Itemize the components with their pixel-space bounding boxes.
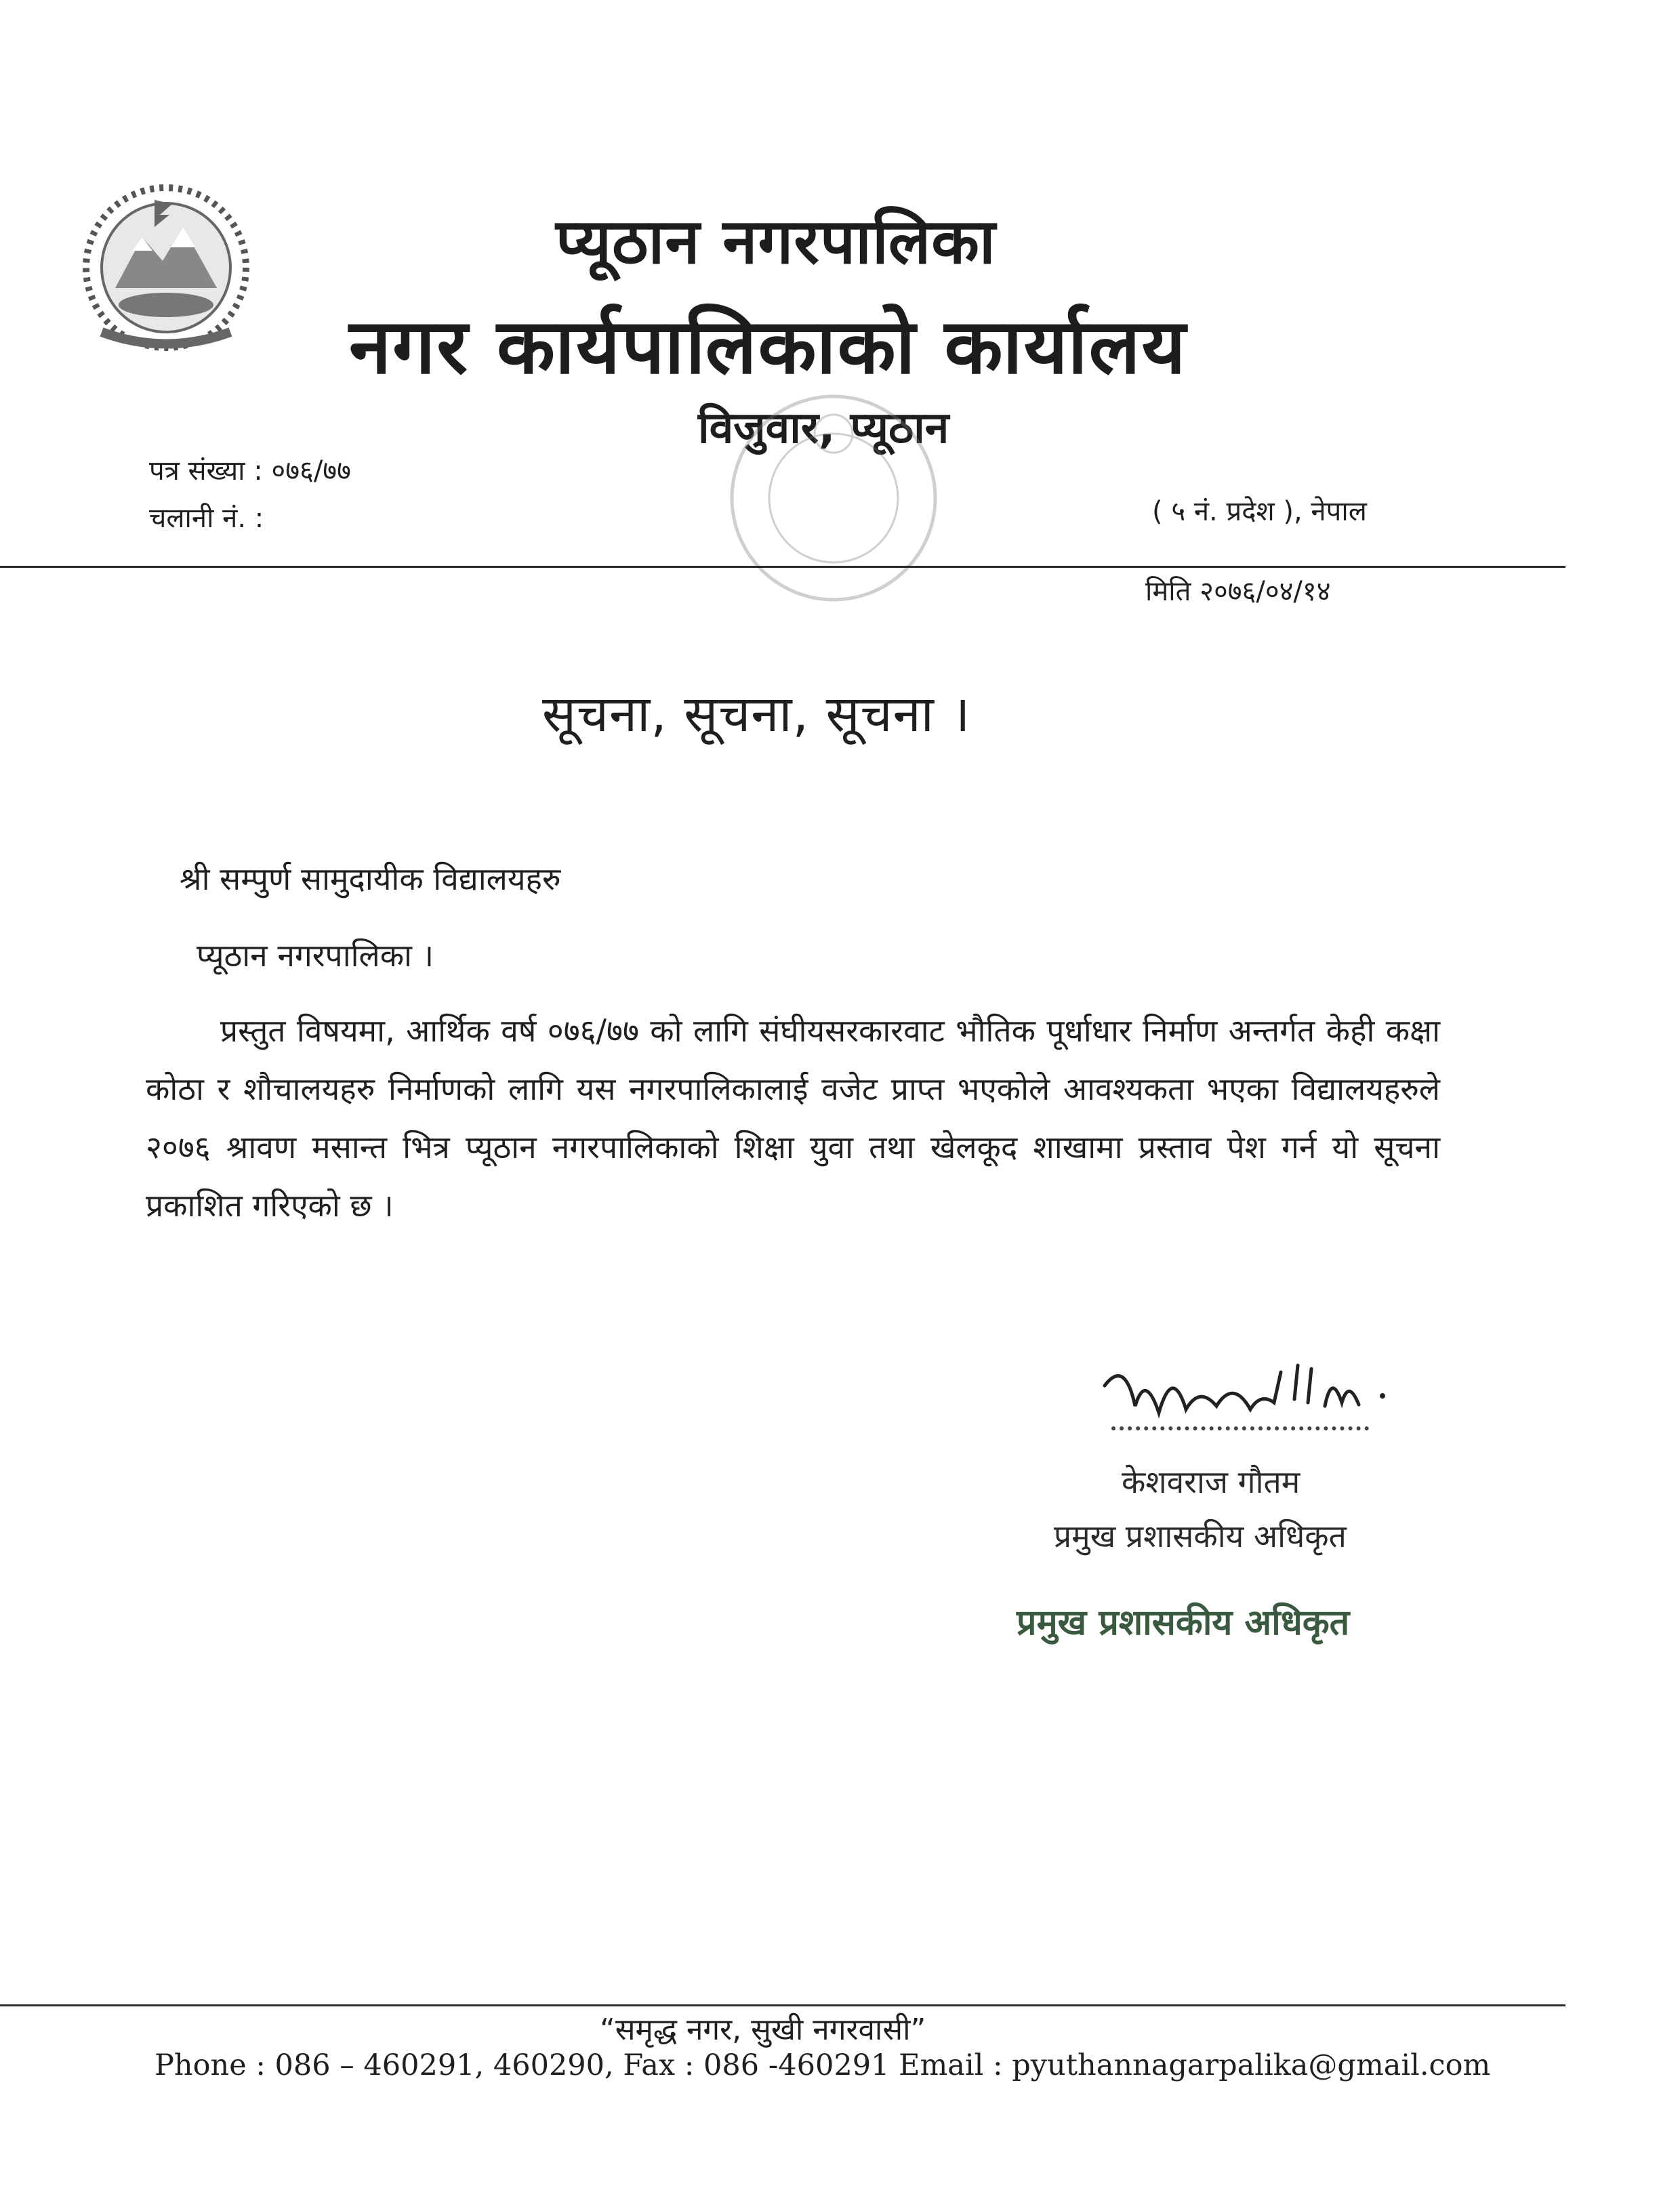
notice-body: प्रस्तुत विषयमा, आर्थिक वर्ष ०७६/७७ को लागि संघीयसरकारवाट भौतिक पूर्धाधार निर्माण अन्तर्गत केही कक्षा कोठा र शौचालयहरु निर्माणको लागि यस नगरपालिकालाई वजेट प्राप्त भएकोले आवश्यकता भएका विद्यालयहरुले २०७६ श्रावण मसान्त भित्र प्यूठान नगरपालिकाको शिक्षा युवा तथा खेलकूद शाखामा प्रस्ताव पेश गर्न यो सूचना प्रकाशित गरिएको छ ।: [146, 1012, 1440, 1224]
dispatch-number: चलानी नं. :: [149, 503, 264, 534]
signature-line: [1111, 1426, 1369, 1430]
footer-divider: [0, 2004, 1565, 2006]
signatory-name: केशवराज गौतम: [1122, 1464, 1300, 1500]
signatory-title: प्रमुख प्रशासकीय अधिकृत: [1054, 1518, 1347, 1554]
signatory-stamp-title: प्रमुख प्रशासकीय अधिकृत: [1017, 1603, 1350, 1643]
notice-heading: सूचना, सूचना, सूचना ।: [542, 685, 971, 743]
letter-date: मिति २०७६/०४/१४: [1145, 576, 1331, 607]
signature-icon: [1098, 1345, 1396, 1440]
addressee-line-2: प्यूठान नगरपालिका ।: [197, 937, 434, 974]
office-location: विजुवार, प्यूठान: [698, 403, 949, 453]
reference-number: पत्र संख्या : ०७६/७७: [149, 455, 351, 487]
government-emblem-icon: [75, 173, 258, 359]
footer-contact: Phone : 086 – 460291, 460290, Fax : 086 -460291 Email : pyuthannagarpalika@gmail.com: [155, 2048, 1491, 2082]
header-divider: [0, 566, 1565, 568]
addressee-line-1: श्री सम्पुर्ण सामुदायीक विद्यालयहरु: [180, 861, 561, 897]
municipality-name: प्यूठान नगरपालिका: [556, 205, 996, 278]
office-name: नगर कार्यपालिकाको कार्यालय: [349, 303, 1187, 391]
footer-motto: “समृद्ध नगर, सुखी नगरवासी”: [600, 2012, 926, 2047]
office-stamp-icon: [705, 386, 962, 610]
province-label: ( ५ नं. प्रदेश ), नेपाल: [1152, 496, 1367, 527]
